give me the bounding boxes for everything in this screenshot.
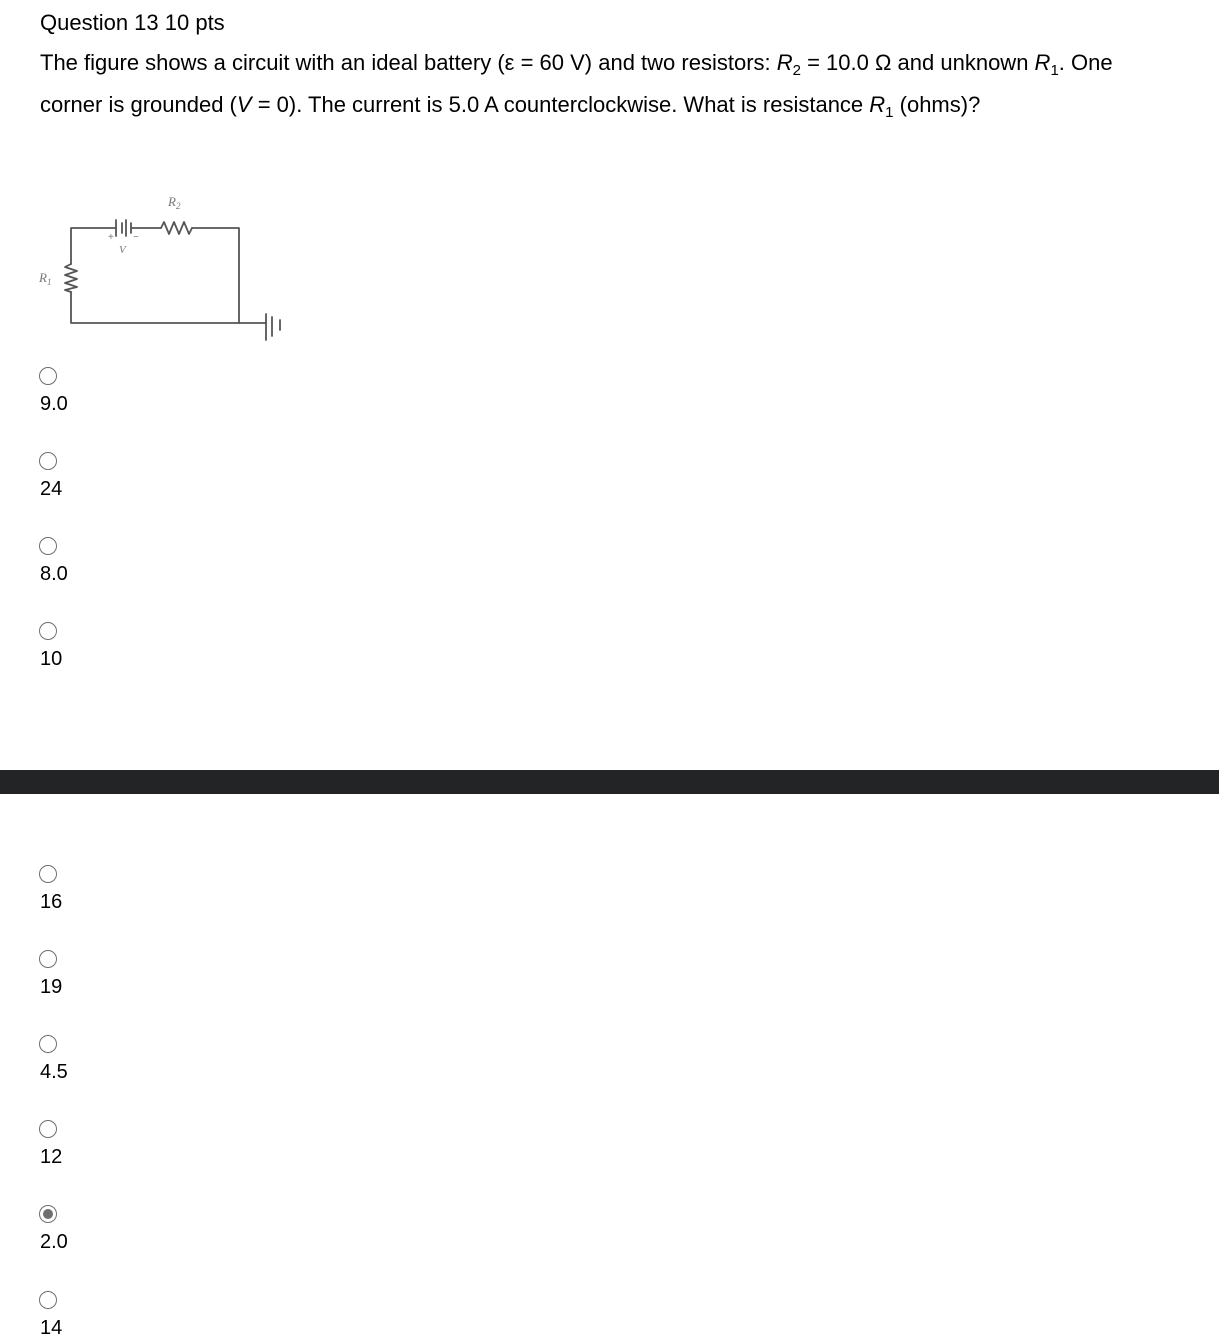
answer-label: 14 — [40, 1317, 63, 1339]
question-text — [40, 42, 1170, 126]
radio-button[interactable] — [39, 1035, 57, 1053]
answer-option[interactable] — [39, 950, 119, 999]
answer-option[interactable] — [39, 537, 119, 586]
battery-figure-label: V — [119, 244, 126, 256]
r1-sub: 1 — [1050, 62, 1059, 79]
radio-button[interactable] — [39, 622, 57, 640]
r2-resistor — [161, 222, 192, 234]
answer-option[interactable] — [39, 367, 119, 416]
question-text-part5: (ohms)? — [893, 92, 981, 117]
radio-button[interactable] — [39, 865, 57, 883]
answer-option[interactable] — [39, 622, 119, 671]
r2-figure-label: $R_2$ — [168, 194, 181, 211]
answer-label: 9.0 — [40, 393, 68, 415]
question-text-part3: . One corner is grounded ( — [40, 50, 1113, 117]
battery-plus-label: + — [108, 232, 114, 243]
answer-option[interactable] — [39, 452, 119, 501]
r1-var: R — [1034, 50, 1051, 75]
answer-label: 10 — [40, 648, 63, 670]
answer-label: 4.5 — [40, 1061, 68, 1083]
r1b-var: R — [869, 92, 886, 117]
radio-button[interactable] — [39, 537, 57, 555]
radio-button[interactable] — [39, 452, 57, 470]
answer-option[interactable] — [39, 1291, 119, 1340]
r1-figure-label: $R_1$ — [39, 270, 52, 287]
answer-option[interactable] — [39, 1120, 119, 1169]
answer-label: 2.0 — [40, 1231, 68, 1253]
r2-var: R — [776, 50, 793, 75]
answer-option-selected[interactable] — [39, 1205, 119, 1254]
radio-button-checked[interactable] — [39, 1205, 57, 1223]
answer-option[interactable] — [39, 1035, 119, 1084]
answer-label: 16 — [40, 891, 63, 913]
circuit-figure — [30, 188, 300, 353]
question-header: Question 13 10 pts — [40, 10, 225, 35]
radio-button[interactable] — [39, 367, 57, 385]
answer-label: 24 — [40, 478, 63, 500]
radio-button[interactable] — [39, 1291, 57, 1309]
answer-option[interactable] — [39, 865, 119, 914]
page-divider — [0, 770, 1219, 794]
answer-label: 8.0 — [40, 563, 68, 585]
radio-button[interactable] — [39, 1120, 57, 1138]
question-text-part4: = 0). The current is 5.0 A counterclockwise. What is resistance — [251, 92, 870, 117]
right-wire — [71, 228, 239, 323]
battery-minus-label: − — [133, 232, 139, 243]
v-var: V — [236, 92, 252, 117]
question-text-part2: = 10.0 Ω and unknown — [800, 50, 1035, 75]
radio-button[interactable] — [39, 950, 57, 968]
answer-label: 19 — [40, 976, 63, 998]
r1-resistor — [65, 264, 77, 292]
answer-label: 12 — [40, 1146, 63, 1168]
r2-sub: 2 — [792, 62, 801, 79]
r1b-sub: 1 — [885, 104, 894, 121]
question-text-part1: The figure shows a circuit with an ideal battery (ε = 60 V) and two resistors: — [40, 50, 777, 75]
